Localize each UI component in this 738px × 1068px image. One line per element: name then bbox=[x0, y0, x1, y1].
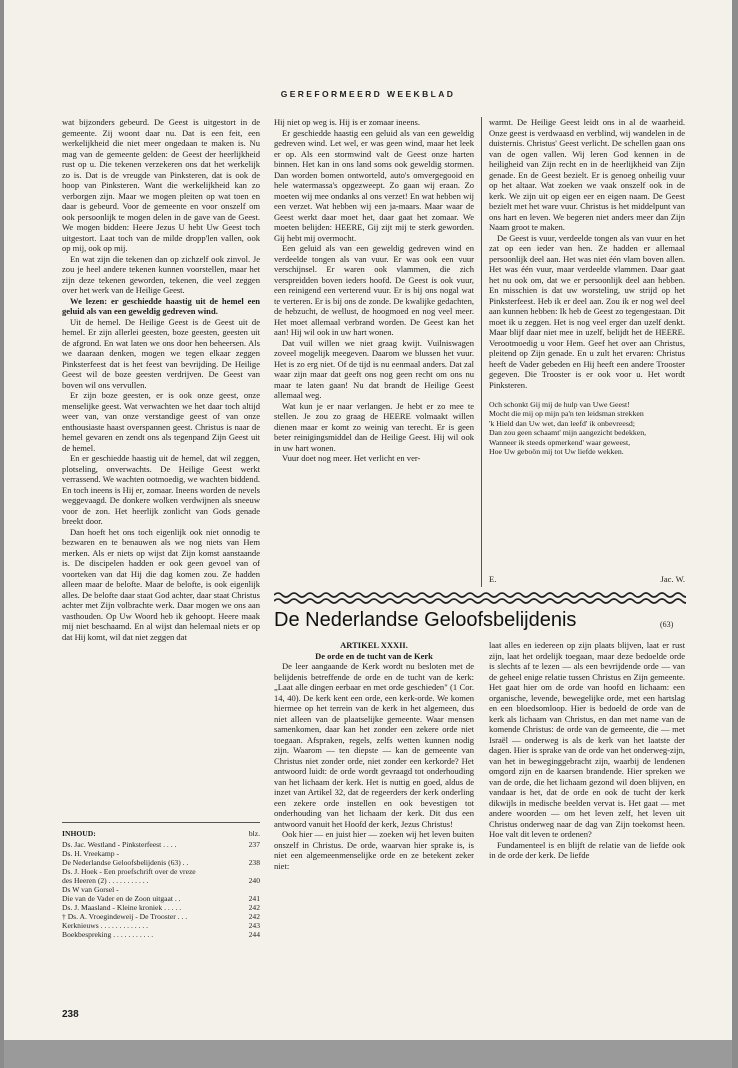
paragraph: Fundamenteel is en blijft de relatie van de liefde ook in de orde der kerk. De liefde bbox=[489, 839, 685, 860]
toc-row bbox=[62, 912, 260, 921]
running-header: GEREFORMEERD WEEKBLAD bbox=[280, 89, 456, 99]
article-number: (63) bbox=[660, 620, 674, 629]
psalm-verse bbox=[489, 400, 685, 456]
toc-header bbox=[62, 829, 260, 838]
verse-line: 'k Hield dan Uw wet, dan leefd' ik onbevreesd; bbox=[489, 418, 635, 428]
paragraph: En wat zijn die tekenen dan op zichzelf ook zinvol. Je zou je heel andere tekenen kunnen voorstellen, maar het zijn deze tekenen geworden, tekenen, die veel zeggen over het werk van de Heilige Geest. bbox=[62, 253, 260, 295]
paragraph: Er geschiedde haastig een geluid als van een geweldig gedreven wind. Let wel, er was geen wind, maar het leek er op. Als een stormwind valt de Geest onze harten binnen. Het kan in ons land soms ook geweldig stormen. Dan worden bomen ontworteld, auto's omvergegooid en hele watermassa's opgezweept. Zo gaan wij eraan. Zo moeten wij mee ondanks al ons verzet! En wat hebben wij een verzet. Wat hebben wij een ja-maars. Maar waar de Geest werkt daar moet het, daar gaat het zomaar. We moeten belijden: HEERE, Gij zijt mij te sterk geworden. Gij hebt mij overmocht. bbox=[274, 127, 474, 243]
verse-line: Och schonkt Gij mij de hulp van Uwe Geest! bbox=[489, 400, 630, 409]
toc-entry-page bbox=[256, 867, 260, 876]
toc-divider bbox=[62, 822, 260, 823]
toc-entry-page: 237 bbox=[248, 840, 260, 849]
paragraph: En er geschiedde haastig uit de hemel, dat wil zeggen, plotseling, onverwachts. De Heilige Geest werkt verrassend. We wachten ootmoedig, we wachten biddend. En toch ineens is Hij er, zomaar. Ineens worden de nevels weggevaagd. De donkere wolken verdwijnen als sneeuw voor de zon. Het heerlijk zonlicht van Gods genade breekt door. bbox=[62, 453, 260, 526]
toc-row bbox=[62, 858, 260, 867]
article-subheading: De orde en de tucht van de Kerk bbox=[315, 650, 433, 661]
toc-entry-title: Die van de Vader en de Zoon uitgaat . . bbox=[62, 894, 181, 903]
toc-entry-title: des Heeren (2) . . . . . . . . . . . bbox=[62, 876, 149, 885]
toc-entry-title: Boekbespreking . . . . . . . . . . . bbox=[62, 930, 154, 939]
toc-entry-title: Ds. Jac. Westland - Pinksterfeest . . . . bbox=[62, 840, 177, 849]
toc-row bbox=[62, 867, 260, 876]
toc-entry-title: Kerknieuws . . . . . . . . . . . . . bbox=[62, 921, 149, 930]
toc-row bbox=[62, 921, 260, 930]
toc-row bbox=[62, 930, 260, 939]
page-number: 238 bbox=[62, 1009, 79, 1020]
toc-entry-title: Ds. J. Maasland - Kleine kroniek . . . . . bbox=[62, 903, 182, 912]
toc-entry-page: 242 bbox=[248, 903, 260, 912]
toc-row bbox=[62, 885, 260, 894]
article-title: De Nederlandse Geloofsbelijdenis bbox=[274, 609, 577, 631]
paragraph: Dat vuil willen we niet graag kwijt. Vuilniswagen zoveel mogelijk meegeven. Daarom we blussen het vuur. Het is zo erg niet. Of de tijd is nu eenmaal anders. Dat zal waar zijn maar dat geeft ons nog geen recht om ons nu maar te laten gaan! Nu dat brandt de Heilige Geest allemaal weg. bbox=[274, 337, 474, 400]
toc-entry-page: 238 bbox=[248, 858, 260, 867]
toc-entry-title: † Ds. A. Vroegindeweij - De Trooster . . . bbox=[62, 912, 188, 921]
verse-line: Dan zou geen schaamt' mijn aangezicht bedekken, bbox=[489, 428, 647, 438]
article-subtitle: ARTIKEL XXXII. bbox=[340, 640, 408, 650]
toc-page-label: blz. bbox=[248, 829, 260, 838]
toc-entry-page: 243 bbox=[248, 921, 260, 930]
toc-row bbox=[62, 840, 260, 849]
scan-margin bbox=[4, 1040, 732, 1068]
toc-entry-title: Ds. H. Vreekamp - bbox=[62, 849, 119, 858]
toc-entry-page: 241 bbox=[248, 894, 260, 903]
toc-entry-page: 244 bbox=[248, 930, 260, 939]
toc-heading: INHOUD: bbox=[62, 829, 96, 838]
column-divider bbox=[481, 117, 482, 587]
paragraph: wat bijzonders gebeurd. De Geest is uitgestort in de gemeente. Zij woont daar nu. Dat is een feit, een werkelijkheid die niet meer ongedaan te maken is. Nu mag van de gemeente gelden: de Geest der heerlijkheid rust op u. Die tekenen verzekeren ons dat het werkelijk zo is. Dat is de vreugde van Pinksteren, dat is ook de hoop van Pinksteren. Want die werkelijkheid kan zo verborgen zijn. Maar we mogen pleiten op wat toen en daar is gebeurd. Voor de gemeente en voor onszelf om ook persoonlijk te mogen delen in de gave van de Geest. We mogen bidden: Heere Jezus U hebt Uw Geest toch uitgestort. Laat toch van de milde dropp'len vallen, ook op mij, ook op mij. bbox=[62, 117, 260, 253]
toc-entry-page bbox=[256, 885, 260, 894]
toc-row bbox=[62, 876, 260, 885]
wavy-divider bbox=[274, 590, 686, 606]
author-signature: Jac. W. bbox=[660, 574, 685, 584]
paragraph: laat alles en iedereen op zijn plaats blijven, laat er rust zijn, laat het ordelijk toegaan, maar deze bedoelde orde is slechts af te lezen — als een bevrijdende orde — van de geheel enige relatie tussen Christus en Zijn gemeente. Het gaat hier om de orde van hoofd en lichaam: een organische, levende, bewegelijke orde, met een hartslag en een bloedsomloop. Hier is bedoeld de orde van de kerk als lichaam van Christus, en dan met name van de komende Christus: de orde van de gemeente, die — met Israël — onderweg is als de kerk van het laatste der dagen. Hier is sprake van de orde van het onderweg-zijn, van het in beweginggebracht zijn, waarbij de lendenen omgord zijn en de kaarsen brandende. Hier spreken we van de orde, die het lichaam gezond wil doen blijven, en vandaar is het, dat de orde en ook de tucht der kerk dikwijls in medische beelden vervat is. Het gaat — met andere woorden — om het leven zelf, het leven uit Christus onderweg naar de dag van Zijn toekomst heen. Hoe valt dit leven te ordenen? bbox=[489, 640, 685, 839]
toc-entry-page: 240 bbox=[248, 876, 260, 885]
paragraph: Er zijn boze geesten, er is ook onze geest, onze menselijke geest. Wat verwachten we het daar toch altijd weer van, van onze verstandige geest of van onze enthousiaste haast overspannen geest. Christus is naar de hemel gevaren en zendt ons als tegenpand Zijn Geest uit de hemel. bbox=[62, 390, 260, 453]
toc-row bbox=[62, 903, 260, 912]
verse-line: Wanneer ik steeds opmerkend' waar geweest, bbox=[489, 437, 631, 447]
column-3 bbox=[489, 117, 685, 607]
column-5 bbox=[489, 640, 685, 1040]
magazine-page bbox=[4, 0, 732, 1040]
table-of-contents bbox=[62, 829, 260, 939]
toc-entry-page bbox=[256, 849, 260, 858]
paragraph: warmt. De Heilige Geest leidt ons in al de waarheid. Onze geest is verdwaasd en verblind, wij wandelen in de duisternis. Christus' Geest verlicht. De schellen gaan ons van de ogen vallen. Wij leren God kennen in de heiligheid van Zijn recht en in de heerlijkheid van Zijn genade. En de Geest bezielt. Er is genoeg onheilig vuur op het altaar. Wat zoeken we vaak onszelf ook in de kerk. We zijn uit op eigen eer en eigen naam. De Geest bezielt met het ware vuur. Christus is het middelpunt van ons hart en leven. We begeren niet anders meer dan Zijn Naam groot te maken. bbox=[489, 117, 685, 232]
column-4 bbox=[274, 640, 474, 1040]
toc-entry-title: Ds. J. Hoek - Een proefschrift over de vreze bbox=[62, 867, 196, 876]
verse-line: Hoe Uw geboön mij tot Uw liefde wekken. bbox=[489, 447, 624, 457]
paragraph: Een geluid als van een geweldig gedreven wind en verdeelde tongen als van vuur. Er was ook een vuur verschijnsel. Er waren ook vlammen, die zich verspreidden boven ieders hoofd. De Geest is ook vuur, een reinigend een verterend vuur. Er is bij ons nogal wat te verteren. Er is bij ons de zonde. De kwalijke gedachten, de hebzucht, de wellust, de hoogmoed en nog veel meer. Het moet allemaal verbrand worden. De Geest kan het aan! Hij wil ook in uw hart wonen. bbox=[274, 243, 474, 337]
verse-line: Mocht die mij op mijn pa'n ten leidsman strekken bbox=[489, 409, 644, 419]
paragraph: Wat kun je er naar verlangen. Je hebt er zo mee te stellen. Je zou zo graag de HEERE volmaakt willen dienen maar er komt zo weinig van terecht. Er is geen beter reinigingsmiddel dan de Heilige Geest. Hij wil ook in uw hart wonen. bbox=[274, 400, 474, 453]
toc-list bbox=[62, 840, 260, 939]
paragraph: De leer aangaande de Kerk wordt nu besloten met de belijdenis betreffende de orde en de tucht van de kerk: „Laat alle dingen eerbaar en met orde geschieden" (1 Cor. 14, 40). De kerk kent een orde, een kerk-orde. We komen hiermee op het terrein van de kerk in het algemeen, dus niet alleen van de plaatselijke gemeente. Waar mensen samenkomen, daar kan het zonder een zekere orde niet toegaan. Afspraken, regels, zelfs wetten kunnen nodig zijn. Waarom — ten diepste — kan de gemeente van Christus niet zonder orde, niet zonder een kerkorde? Het antwoord luidt: de orde wordt gevraagd tot onderhouding van het lichaam der kerk. Het is nuttig en goed, aldus de inzet van Artikel 32, dat de regeerders der kerk onderling een zekere orde instellen en ook bevestigen tot onderhouding van het lichaam der kerk. Dit dus een antwoord vanuit het Hoofd der kerk, Jezus Christus! bbox=[274, 661, 474, 829]
toc-entry-title: Ds W van Gorsel - bbox=[62, 885, 119, 894]
column-1 bbox=[62, 117, 260, 821]
toc-entry-title: De Nederlandse Geloofsbelijdenis (63) . . bbox=[62, 858, 189, 867]
signature-initial: E. bbox=[489, 574, 497, 584]
paragraph: Dan hoeft het ons toch eigenlijk ook niet onnodig te bezwaren en te benauwen als we nog niets van Hem merken. Als er niets op wijst dat Zijn komst aanstaande is. De discipelen hadden er ook geen gevoel van of voorteken van dat Hij die dag komen zou. Ze hadden alleen maar de belofte. Maar de belofte, is ook eigenlijk alles. De belofte daar staat God achter, daar staat Christus achter met Zijn volbrachte werk. Daar mogen we ons aan vasthouden. Op Uw Woord heb ik gehoopt. Heere maak mij niet beschaamd. En al wijst dan helemaal niets er op dat Hij komt, wil dat niet zeggen dat bbox=[62, 526, 260, 642]
paragraph: Uit de hemel. De Heilige Geest is de Geest uit de hemel. Er zijn allerlei geesten, boze geesten, geesten uit de afgrond. En wat laten we ons door hen beheersen. Als we daaraan denken, mogen we tegen elkaar zeggen Pinksterfeest dat is het feest van bevrijding. De Heilige Geest wil de boze geesten verdrijven. De Geest van boven wil ons vervullen. bbox=[62, 316, 260, 390]
column-2 bbox=[274, 117, 474, 537]
toc-row bbox=[62, 894, 260, 903]
paragraph: Ook hier — en juist hier — zoeken wij het leven buiten onszelf in Christus. De orde, waarvan hier sprake is, is niet een algemeenmenselijke orde en ze betekent zeker niet: bbox=[274, 829, 474, 871]
paragraph: Hij niet op weg is. Hij is er zomaar ineens. bbox=[274, 117, 420, 127]
toc-entry-page: 242 bbox=[248, 912, 260, 921]
paragraph: We lezen: er geschiedde haastig uit de hemel een geluid als van een geweldig gedreven wind. bbox=[62, 295, 260, 316]
paragraph: Vuur doet nog meer. Het verlicht en ver- bbox=[282, 453, 421, 463]
paragraph: De Geest is vuur, verdeelde tongen als van vuur en het zat op een ieder van hen. Ze hadden er allemaal persoonlijk deel aan. Het was niet één vlam boven allen. Het was één vuur, maar verdeelde vlammen. Daar gaat het nu ook om, dat we er persoonlijk deel aan hebben. En misschien is dat uw worsteling, uw strijd op het Pinksterfeest. Heb ik er deel aan. Zou ik er nog wel deel aan kunnen hebben: Ik heb de Geest zo tegengestaan. Dit moet ik u zeggen. Het is nog veel erger dan uzelf denkt. Maar blijf daar niet mee in uzelf, belijdt het de HEERE. Verootmoedig u voor Hem. Geef het over aan Christus, pleitend op Zijn genade. En u zult het ervaren: Christus heeft de Vader gebeden en Hij heeft een andere Trooster gegeven. Die Trooster is er ook voor u. Het wordt Pinksteren. bbox=[489, 232, 685, 390]
toc-row bbox=[62, 849, 260, 858]
